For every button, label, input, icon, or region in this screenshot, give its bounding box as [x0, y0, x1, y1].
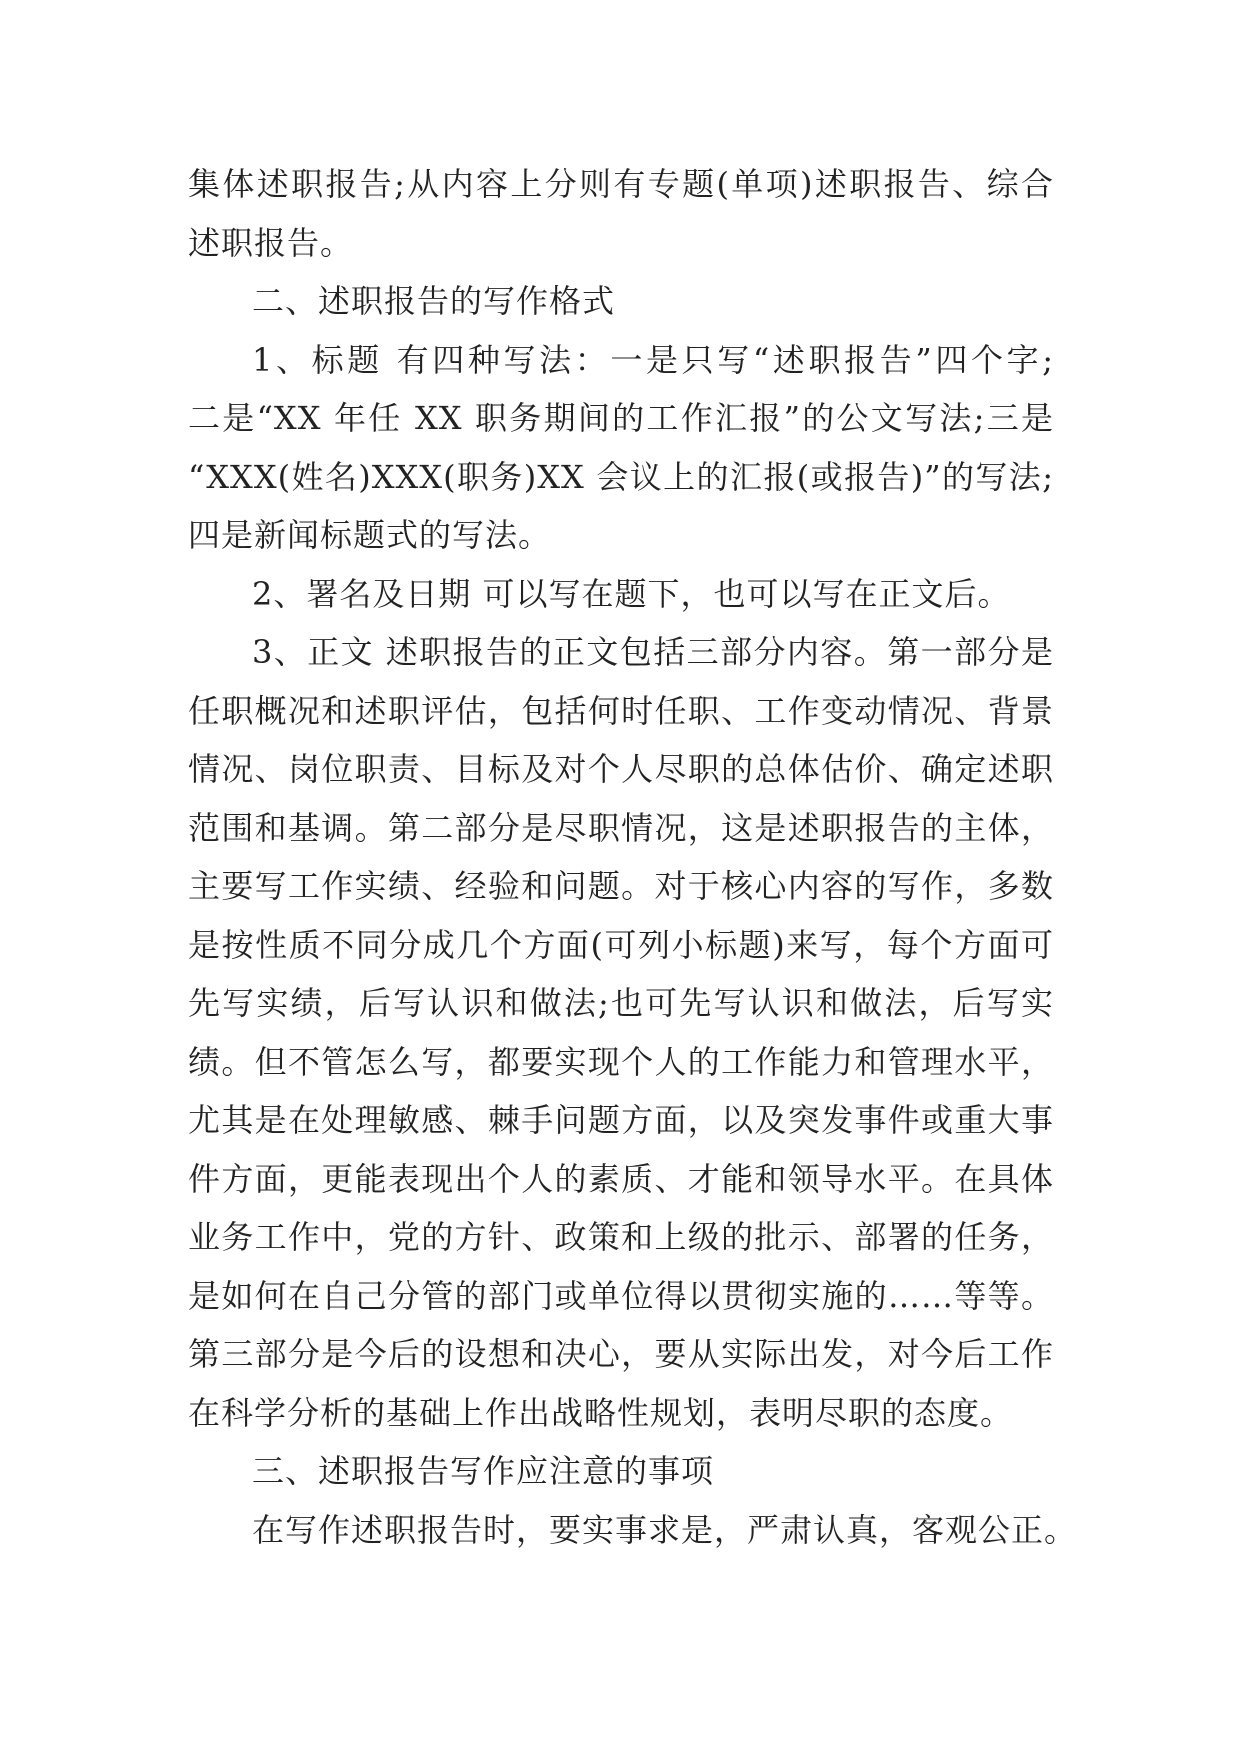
- text-line: “XXX(姓名)XXX(职务)XX 会议上的汇报(或报告)”的写法;: [188, 457, 1054, 496]
- paragraph-notes: [188, 1501, 1078, 1560]
- paragraph-report-types: [188, 155, 1054, 272]
- text-line: 二是“XX 年任 XX 职务期间的工作汇报”的公文写法;三是: [188, 399, 1054, 437]
- text-line: 是如何在自己分管的部门或单位得以贯彻实施的……等等。: [188, 1276, 1054, 1315]
- text-line: 3、正文 述职报告的正文包括三部分内容。第一部分是: [252, 633, 1054, 671]
- text-line: 四是新闻标题式的写法。: [188, 516, 552, 554]
- text-line: 在科学分析的基础上作出战略性规划，表明尽职的态度。: [188, 1393, 1014, 1432]
- heading-text: 二、述职报告的写作格式: [252, 282, 616, 320]
- paragraph-main-body: [188, 623, 1054, 1442]
- text-line: 集体述职报告;从内容上分则有专题(单项)述职报告、综合: [188, 165, 1054, 203]
- text-line: 在写作述职报告时，要实事求是，严肃认真，客观公正。: [252, 1510, 1078, 1549]
- section-heading-writing-format: [188, 272, 1054, 331]
- text-line: 业务工作中，党的方针、政策和上级的批示、部署的任务，: [188, 1218, 1054, 1256]
- text-line: 是按性质不同分成几个方面(可列小标题)来写，每个方面可: [188, 925, 1054, 964]
- paragraph-signature-date: [188, 565, 1054, 624]
- document-body: [188, 155, 1078, 1559]
- text-line: 件方面，更能表现出个人的素质、才能和领导水平。在具体: [188, 1159, 1054, 1198]
- heading-text: 三、述职报告写作应注意的事项: [252, 1452, 715, 1490]
- text-line: 绩。但不管怎么写，都要实现个人的工作能力和管理水平，: [188, 1042, 1054, 1081]
- text-line: 2、署名及日期 可以写在题下，也可以写在正文后。: [252, 574, 1011, 613]
- text-line: 第三部分是今后的设想和决心，要从实际出发，对今后工作: [188, 1335, 1054, 1373]
- text-line: 述职报告。: [188, 223, 354, 262]
- section-heading-notes: [188, 1442, 1054, 1501]
- text-line: 先写实绩，后写认识和做法;也可先写认识和做法，后写实: [188, 984, 1054, 1022]
- text-line: 情况、岗位职责、目标及对个人尽职的总体估价、确定述职: [188, 750, 1054, 788]
- text-line: 范围和基调。第二部分是尽职情况，这是述职报告的主体，: [188, 808, 1054, 847]
- text-line: 主要写工作实绩、经验和问题。对于核心内容的写作，多数: [188, 867, 1054, 905]
- paragraph-title-rules: [188, 331, 1054, 565]
- text-line: 任职概况和述职评估，包括何时任职、工作变动情况、背景: [188, 691, 1054, 730]
- text-line: 1、标题 有四种写法：一是只写“述职报告”四个字;: [252, 340, 1054, 379]
- text-line: 尤其是在处理敏感、棘手问题方面，以及突发事件或重大事: [188, 1101, 1054, 1139]
